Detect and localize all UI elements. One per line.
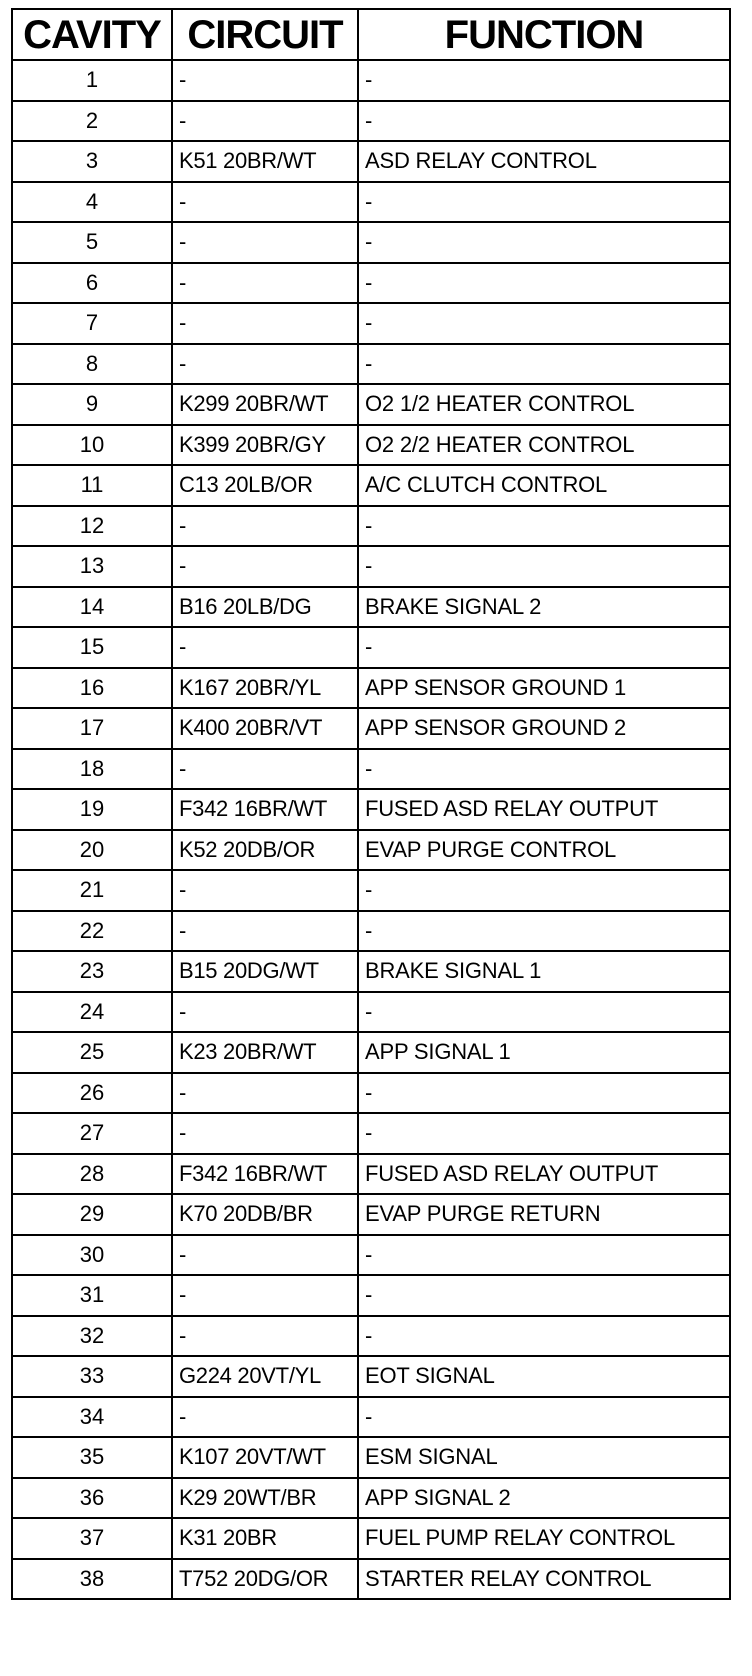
cavity-cell: 27 [12, 1113, 172, 1154]
function-cell: - [358, 1397, 730, 1438]
function-cell: APP SIGNAL 1 [358, 1032, 730, 1073]
table-row [12, 708, 730, 749]
table-row [12, 344, 730, 385]
circuit-cell: - [172, 1073, 358, 1114]
function-cell: - [358, 1073, 730, 1114]
circuit-cell: K299 20BR/WT [172, 384, 358, 425]
cavity-cell: 4 [12, 182, 172, 223]
table-row [12, 830, 730, 871]
table-row [12, 384, 730, 425]
cavity-cell: 28 [12, 1154, 172, 1195]
function-cell: - [358, 1275, 730, 1316]
header-row [12, 9, 730, 60]
table-row [12, 911, 730, 952]
function-cell: - [358, 1235, 730, 1276]
cavity-cell: 12 [12, 506, 172, 547]
function-cell: - [358, 992, 730, 1033]
table-row [12, 1194, 730, 1235]
cavity-cell: 19 [12, 789, 172, 830]
circuit-cell: K29 20WT/BR [172, 1478, 358, 1519]
function-cell: EOT SIGNAL [358, 1356, 730, 1397]
circuit-cell: G224 20VT/YL [172, 1356, 358, 1397]
table-row [12, 627, 730, 668]
cavity-cell: 2 [12, 101, 172, 142]
cavity-cell: 9 [12, 384, 172, 425]
cavity-cell: 22 [12, 911, 172, 952]
cavity-cell: 6 [12, 263, 172, 304]
table-row [12, 222, 730, 263]
cavity-cell: 38 [12, 1559, 172, 1600]
cavity-cell: 24 [12, 992, 172, 1033]
cavity-cell: 29 [12, 1194, 172, 1235]
circuit-cell: - [172, 222, 358, 263]
function-cell: APP SENSOR GROUND 1 [358, 668, 730, 709]
cavity-cell: 30 [12, 1235, 172, 1276]
table-row [12, 870, 730, 911]
circuit-cell: K167 20BR/YL [172, 668, 358, 709]
table-row [12, 303, 730, 344]
function-cell: - [358, 911, 730, 952]
circuit-cell: - [172, 303, 358, 344]
circuit-cell: - [172, 1316, 358, 1357]
cavity-cell: 20 [12, 830, 172, 871]
function-cell: - [358, 1113, 730, 1154]
cavity-cell: 26 [12, 1073, 172, 1114]
function-cell: ASD RELAY CONTROL [358, 141, 730, 182]
circuit-cell: K31 20BR [172, 1518, 358, 1559]
table-row [12, 1073, 730, 1114]
circuit-cell: K70 20DB/BR [172, 1194, 358, 1235]
cavity-cell: 35 [12, 1437, 172, 1478]
cavity-cell: 17 [12, 708, 172, 749]
function-cell: FUSED ASD RELAY OUTPUT [358, 1154, 730, 1195]
circuit-cell: K400 20BR/VT [172, 708, 358, 749]
table-row [12, 1154, 730, 1195]
function-cell: - [358, 546, 730, 587]
cavity-cell: 15 [12, 627, 172, 668]
function-cell: O2 1/2 HEATER CONTROL [358, 384, 730, 425]
table-row [12, 1397, 730, 1438]
function-cell: - [358, 344, 730, 385]
header-cavity: CAVITY [12, 9, 172, 60]
header-function: FUNCTION [358, 9, 730, 60]
function-cell: - [358, 222, 730, 263]
function-cell: APP SIGNAL 2 [358, 1478, 730, 1519]
circuit-cell: K399 20BR/GY [172, 425, 358, 466]
table-row [12, 141, 730, 182]
table-row [12, 465, 730, 506]
table-row [12, 546, 730, 587]
function-cell: - [358, 303, 730, 344]
function-cell: - [358, 749, 730, 790]
table-row [12, 263, 730, 304]
table-row [12, 587, 730, 628]
circuit-cell: - [172, 506, 358, 547]
circuit-cell: K52 20DB/OR [172, 830, 358, 871]
table-row [12, 60, 730, 101]
table-row [12, 1437, 730, 1478]
circuit-cell: - [172, 546, 358, 587]
function-cell: FUSED ASD RELAY OUTPUT [358, 789, 730, 830]
table-row [12, 668, 730, 709]
circuit-cell: - [172, 101, 358, 142]
circuit-cell: F342 16BR/WT [172, 789, 358, 830]
table-row [12, 182, 730, 223]
cavity-cell: 36 [12, 1478, 172, 1519]
function-cell: A/C CLUTCH CONTROL [358, 465, 730, 506]
table-row [12, 1559, 730, 1600]
table-row [12, 749, 730, 790]
cavity-cell: 18 [12, 749, 172, 790]
cavity-cell: 32 [12, 1316, 172, 1357]
circuit-cell: - [172, 627, 358, 668]
function-cell: EVAP PURGE CONTROL [358, 830, 730, 871]
cavity-cell: 16 [12, 668, 172, 709]
circuit-cell: - [172, 870, 358, 911]
cavity-cell: 23 [12, 951, 172, 992]
circuit-cell: - [172, 263, 358, 304]
function-cell: - [358, 60, 730, 101]
cavity-cell: 33 [12, 1356, 172, 1397]
table-row [12, 992, 730, 1033]
function-cell: - [358, 101, 730, 142]
table-row [12, 506, 730, 547]
table-row [12, 1518, 730, 1559]
cavity-cell: 3 [12, 141, 172, 182]
cavity-cell: 1 [12, 60, 172, 101]
header-circuit: CIRCUIT [172, 9, 358, 60]
cavity-cell: 13 [12, 546, 172, 587]
circuit-cell: - [172, 182, 358, 223]
table-row [12, 1032, 730, 1073]
function-cell: STARTER RELAY CONTROL [358, 1559, 730, 1600]
circuit-cell: K23 20BR/WT [172, 1032, 358, 1073]
circuit-cell: - [172, 60, 358, 101]
circuit-cell: F342 16BR/WT [172, 1154, 358, 1195]
cavity-cell: 37 [12, 1518, 172, 1559]
circuit-cell: B15 20DG/WT [172, 951, 358, 992]
cavity-cell: 31 [12, 1275, 172, 1316]
circuit-cell: B16 20LB/DG [172, 587, 358, 628]
cavity-cell: 34 [12, 1397, 172, 1438]
cavity-cell: 21 [12, 870, 172, 911]
table-row [12, 1356, 730, 1397]
function-cell: - [358, 506, 730, 547]
table-row [12, 1235, 730, 1276]
circuit-cell: - [172, 749, 358, 790]
cavity-cell: 14 [12, 587, 172, 628]
circuit-cell: - [172, 911, 358, 952]
function-cell: - [358, 182, 730, 223]
circuit-cell: K107 20VT/WT [172, 1437, 358, 1478]
circuit-cell: - [172, 1113, 358, 1154]
table-row [12, 1316, 730, 1357]
pinout-body [12, 60, 730, 1599]
function-cell: APP SENSOR GROUND 2 [358, 708, 730, 749]
function-cell: FUEL PUMP RELAY CONTROL [358, 1518, 730, 1559]
circuit-cell: - [172, 1397, 358, 1438]
function-cell: - [358, 1316, 730, 1357]
circuit-cell: C13 20LB/OR [172, 465, 358, 506]
function-cell: ESM SIGNAL [358, 1437, 730, 1478]
function-cell: - [358, 870, 730, 911]
circuit-cell: T752 20DG/OR [172, 1559, 358, 1600]
table-row [12, 1478, 730, 1519]
cavity-cell: 7 [12, 303, 172, 344]
table-row [12, 951, 730, 992]
table-row [12, 1275, 730, 1316]
table-row [12, 1113, 730, 1154]
table-row [12, 425, 730, 466]
circuit-cell: - [172, 1275, 358, 1316]
cavity-cell: 10 [12, 425, 172, 466]
circuit-cell: - [172, 1235, 358, 1276]
function-cell: O2 2/2 HEATER CONTROL [358, 425, 730, 466]
cavity-cell: 8 [12, 344, 172, 385]
function-cell: BRAKE SIGNAL 2 [358, 587, 730, 628]
pinout-table [11, 8, 731, 1600]
function-cell: BRAKE SIGNAL 1 [358, 951, 730, 992]
function-cell: EVAP PURGE RETURN [358, 1194, 730, 1235]
function-cell: - [358, 627, 730, 668]
cavity-cell: 11 [12, 465, 172, 506]
circuit-cell: - [172, 344, 358, 385]
cavity-cell: 25 [12, 1032, 172, 1073]
circuit-cell: - [172, 992, 358, 1033]
table-row [12, 789, 730, 830]
circuit-cell: K51 20BR/WT [172, 141, 358, 182]
function-cell: - [358, 263, 730, 304]
cavity-cell: 5 [12, 222, 172, 263]
table-row [12, 101, 730, 142]
